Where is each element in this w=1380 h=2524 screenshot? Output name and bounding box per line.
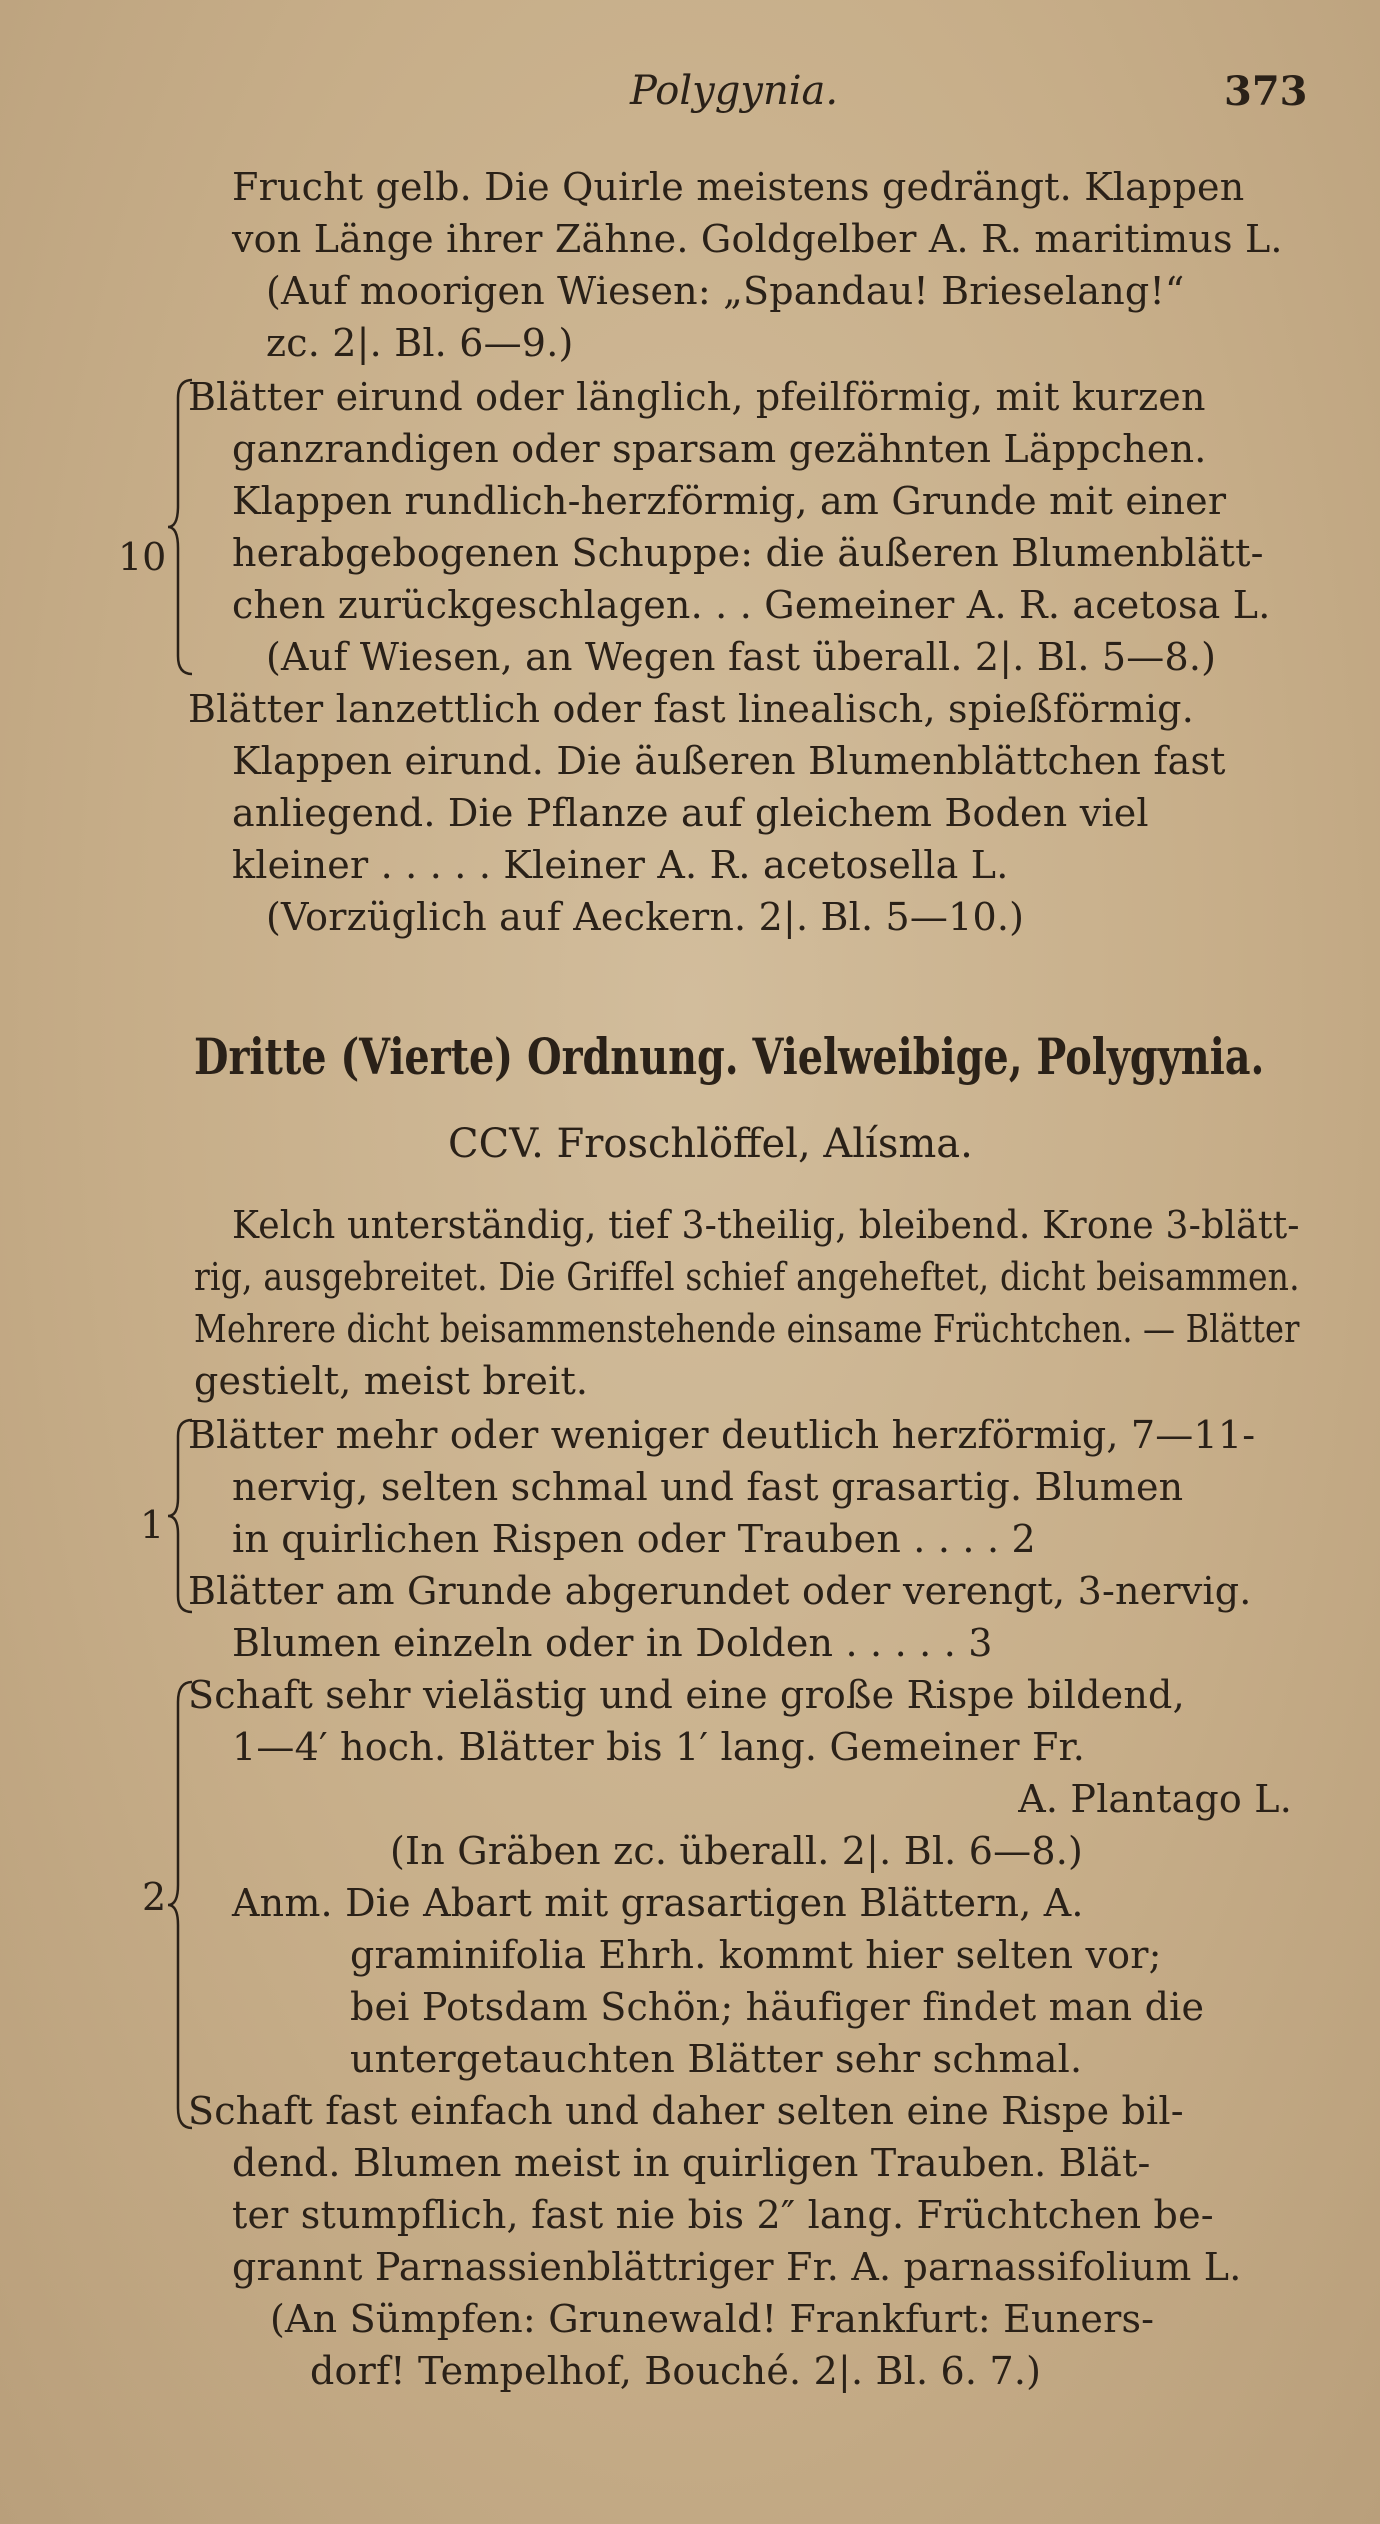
text-line: kleiner . . . . . Kleiner A. R. acetosella L. bbox=[232, 843, 1009, 887]
text-line: dend. Blumen meist in quirligen Trauben. Blät- bbox=[232, 2141, 1151, 2185]
couplet-number-10: 10 bbox=[118, 535, 167, 579]
text-line: grannt Parnassienblättriger Fr. A. parnassifolium L. bbox=[232, 2245, 1242, 2289]
text-line: (An Sümpfen: Grunewald! Frankfurt: Euners- bbox=[270, 2297, 1155, 2341]
text-line: von Länge ihrer Zähne. Goldgelber A. R. maritimus L. bbox=[232, 217, 1283, 261]
text-line: (Auf Wiesen, an Wegen fast überall. 2⁠|. Bl. 5—8.) bbox=[266, 635, 1217, 679]
text-line: anliegend. Die Pflanze auf gleichem Boden viel bbox=[232, 791, 1149, 835]
text-line: (Vorzüglich auf Aeckern. 2⁠|. Bl. 5—10.) bbox=[266, 895, 1025, 939]
text-line: untergetauchten Blätter sehr schmal. bbox=[350, 2037, 1083, 2081]
text-line: rig, ausgebreitet. Die Griffel schief angeheftet, dicht beisammen. bbox=[194, 1255, 1300, 1299]
text-line: nervig, selten schmal und fast grasartig. Blumen bbox=[232, 1465, 1184, 1509]
text-line: Blumen einzeln oder in Dolden . . . . . 3 bbox=[232, 1621, 993, 1665]
text-line: in quirlichen Rispen oder Trauben . . . . 2 bbox=[232, 1517, 1036, 1561]
text-line: ter stumpflich, fast nie bis 2″ lang. Früchtchen be- bbox=[232, 2193, 1214, 2237]
text-line: Anm. Die Abart mit grasartigen Blättern, A. bbox=[232, 1881, 1084, 1925]
text-line: bei Potsdam Schön; häufiger findet man die bbox=[350, 1985, 1205, 2029]
couplet-number-2: 2 bbox=[142, 1875, 167, 1919]
text-line: (Auf moorigen Wiesen: „Spandau! Brieselang!“ bbox=[266, 269, 1185, 313]
text-line: Frucht gelb. Die Quirle meistens gedrängt. Klappen bbox=[232, 165, 1245, 209]
order-heading: Dritte (Vierte) Ordnung. Vielweibige, Polygynia. bbox=[194, 1027, 1265, 1086]
running-header: Polygynia. bbox=[630, 68, 839, 114]
text-line: Klappen eirund. Die äußeren Blumenblättchen fast bbox=[232, 739, 1226, 783]
text-line: Blätter mehr oder weniger deutlich herzförmig, 7—11- bbox=[188, 1413, 1256, 1457]
text-line: chen zurückgeschlagen. . . Gemeiner A. R. acetosa L. bbox=[232, 583, 1271, 627]
text-line: gestielt, meist breit. bbox=[194, 1359, 589, 1403]
text-line: Blätter lanzettlich oder fast linealisch, spießförmig. bbox=[188, 687, 1194, 731]
text-line: Schaft sehr vielästig und eine große Rispe bildend, bbox=[188, 1673, 1185, 1717]
text-line: A. Plantago L. bbox=[1018, 1777, 1292, 1821]
page-number: 373 bbox=[1224, 68, 1308, 115]
text-line: Mehrere dicht beisammenstehende einsame Früchtchen. — Blätter bbox=[194, 1307, 1300, 1351]
brace-2 bbox=[166, 1680, 196, 2130]
text-line: 1—4′ hoch. Blätter bis 1′ lang. Gemeiner Fr. bbox=[232, 1725, 1086, 1769]
text-line: zc. 2⁠|. Bl. 6—9.) bbox=[266, 321, 574, 365]
text-line: graminifolia Ehrh. kommt hier selten vor; bbox=[350, 1933, 1162, 1977]
text-line: Klappen rundlich-herzförmig, am Grunde mit einer bbox=[232, 479, 1227, 523]
text-line: Schaft fast einfach und daher selten eine Rispe bil- bbox=[188, 2089, 1184, 2133]
text-line: Blätter am Grunde abgerundet oder verengt, 3-nervig. bbox=[188, 1569, 1252, 1613]
couplet-number-1: 1 bbox=[140, 1503, 165, 1547]
text-line: (In Gräben zc. überall. 2⁠|. Bl. 6—8.) bbox=[390, 1829, 1083, 1873]
text-line: Kelch unterständig, tief 3-theilig, bleibend. Krone 3-blätt- bbox=[232, 1203, 1300, 1247]
text-line: ganzrandigen oder sparsam gezähnten Läppchen. bbox=[232, 427, 1207, 471]
text-line: Blätter eirund oder länglich, pfeilförmig, mit kurzen bbox=[188, 375, 1206, 419]
text-line: dorf! Tempelhof, Bouché. 2⁠|. Bl. 6. 7.) bbox=[310, 2349, 1042, 2393]
genus-heading: CCV. Froschlöffel, Alísma. bbox=[448, 1121, 973, 1167]
text-line: herabgebogenen Schuppe: die äußeren Blumenblätt- bbox=[232, 531, 1264, 575]
